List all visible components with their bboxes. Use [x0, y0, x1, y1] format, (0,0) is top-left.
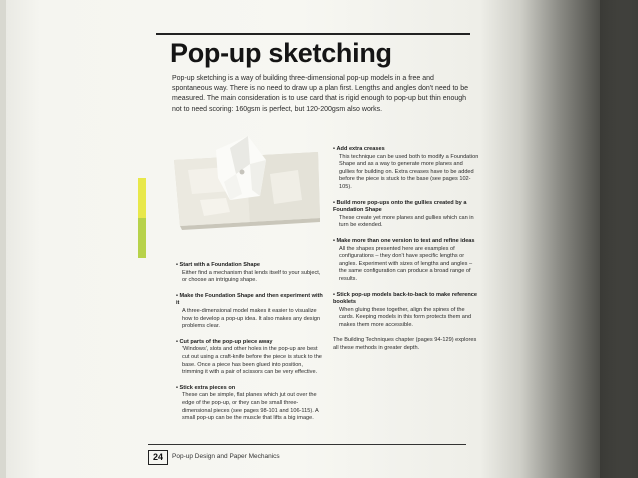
list-item [176, 262, 324, 285]
bullet-body: This technique can be used both to modify a Foundation Shape and as a way to generate more planes and gullies for building on. Extra creases have to be added before the piece is stuck to the base (see pages 102-105). [339, 153, 479, 190]
list-item [333, 146, 479, 192]
background-shadow [600, 0, 638, 478]
bullet-heading: • Make more than one version to test and refine ideas [333, 238, 479, 246]
list-item [176, 385, 324, 423]
bullet-body: All the shapes presented here are examples of configurations – they don't have specific lengths or angles. Experiment with sizes of lengths and angles – the same configuration can produce a broad range of results. [339, 245, 473, 282]
green-color-tab [138, 218, 146, 258]
yellow-color-tab [138, 178, 146, 218]
bullet-body: A three-dimensional model makes it easier to visualize how to develop a pop-up idea. It also makes any design problems clear. [182, 307, 321, 330]
bullet-body: These can be simple, flat planes which jut out over the edge of the pop-up, or they can be small three-dimensional pieces (see pages 98-101 and 106-115). A small pop-up can be the muscle that lifts a big image. [182, 392, 319, 422]
page-number: 24 [148, 450, 168, 465]
closing-paragraph: The Building Techniques chapter (pages 94-129) explores all these methods in greater depth. [333, 337, 477, 352]
intro-paragraph [172, 74, 472, 115]
left-column [176, 262, 324, 431]
bullet-heading: • Add extra creases [333, 146, 479, 154]
list-item [333, 292, 479, 330]
bullet-heading: • Stick extra pieces on [176, 385, 324, 393]
bullet-heading: • Start with a Foundation Shape [176, 262, 324, 270]
bullet-body: These create yet more planes and gullies which can in turn be extended. [339, 214, 474, 229]
bullet-body: When gluing these together, align the spines of the cards. Keeping models in this form protects them and makes them more accessible. [339, 306, 472, 328]
popup-model-photo [170, 130, 322, 232]
header-rule [156, 33, 470, 35]
list-item [333, 200, 479, 230]
list-item [176, 339, 324, 377]
bullet-heading: • Stick pop-up models back-to-back to make reference booklets [333, 292, 479, 307]
bullet-heading: • Cut parts of the pop-up piece away [176, 339, 324, 347]
right-column [333, 146, 479, 358]
intro-text: Pop-up sketching is a way of building three-dimensional pop-up models in a free and spontaneous way. There is no need to draw up a plan first. Lengths and angles don't need to be measured. The main consideration is to use card that is rigid enough to pop-up but thin enough not to need scoring: 160gsm is perfect, but 120-200gsm also works. [172, 75, 469, 113]
page-title: Pop-up sketching [170, 38, 392, 68]
page-binding-edge [0, 0, 6, 478]
list-item [176, 293, 324, 331]
bullet-heading: • Build more pop-ups onto the gullies created by a Foundation Shape [333, 200, 479, 215]
list-item [333, 238, 479, 284]
bullet-body: 'Windows', slots and other holes in the pop-up are best cut out using a craft-knife before the piece is stuck to the base. Once a piece has been glued into position, trimming it with a pair of scissors can be very effective. [182, 346, 322, 376]
bullet-body: Either find a mechanism that lends itself to your subject, or choose an intriguing shape. [182, 269, 321, 284]
footer-rule [148, 444, 466, 445]
running-head: Pop-up Design and Paper Mechanics [172, 453, 280, 460]
bullet-heading: • Make the Foundation Shape and then experiment with it [176, 293, 324, 308]
